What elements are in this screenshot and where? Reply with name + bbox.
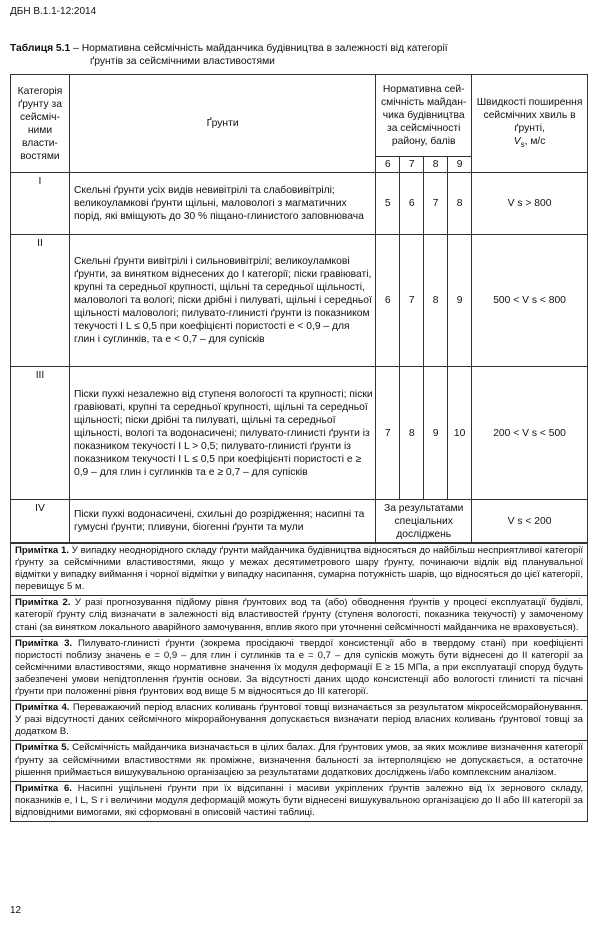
table-caption-line1: – Нормативна сейсмічність майданчика будівництва в залежності від категорії <box>70 43 448 54</box>
row-value: 6 <box>376 235 400 367</box>
note-label: Примітка 5. <box>15 742 70 754</box>
row-category: II <box>11 235 70 367</box>
header-seismicity: Нормативна сей-смічність майдан-чика будівництва за сейсмічності району, балів <box>376 75 472 157</box>
row-value: 7 <box>376 367 400 500</box>
header-speed: Швидкості поширення сейсмічних хвиль в ґрунті, $V_s$, м/с <box>472 75 588 173</box>
row-speed: 500 < V s < 800 <box>472 235 588 367</box>
vs-symbol: V <box>513 135 521 147</box>
row-category: III <box>11 367 70 500</box>
table-header-row <box>11 75 588 157</box>
note-item <box>11 596 588 636</box>
table-row <box>11 500 588 543</box>
speed-unit: м/с <box>530 135 546 147</box>
row-value: 8 <box>424 235 448 367</box>
note-text: Пилувато-глинисті ґрунти (зокрема просідаючі твердої консистенції або в твердому стані) при коефіцієнті пористості поблизу значень e = 0,9 – для глин і суглинків та e = 0,7 – для супісків можуть бути віднесені до ІІ категорії за сейсмічними властивостями, якщо нормативне значення їх модуля деформації E ≥ 15 МПа, а при експлуатації споруд будуть забезпечені умови непідтоплення ґрунтів основи. За відсутності даних щодо консистенції або вологості глинисті та пісчані ґрунти при положенні рівня ґрунтових вод вище 5 м відносяться до ІІІ категорії. <box>15 637 583 698</box>
row-value: 5 <box>376 173 400 235</box>
row-category: I <box>11 173 70 235</box>
district-7: 7 <box>400 157 424 173</box>
note-text: Насипні ущільнені ґрунти при їх відсипанні і масиви укріплених ґрунтів залежно від їх зернового складу, показників e, I L, S r і величини модуля деформацій можуть бути віднесені вишукувальною організацією до ІІ або ІІІ категорії за відповідними вимогами, які сформовані в описовій частині таблиці. <box>15 782 583 818</box>
row-value: 7 <box>424 173 448 235</box>
note-label: Примітка 4. <box>15 702 70 714</box>
row-value: 8 <box>400 367 424 500</box>
row-value: 8 <box>448 173 472 235</box>
row-soils: Піски пухкі незалежно від ступеня вологості та крупності; піски гравіюваті, крупні та середньої крупності, щільні та середньої щільності; піски дрібні та пилуваті, щільні та середньої щільності, вологі та водонасичені; пилувато-глинисті ґрунти із показником текучості I L > 0,5; пилувато-глинисті ґрунти із показником текучості I L ≤ 0,5 при коефіцієнті пористості e ≥ 0,9 – для глин і суглинків та e ≥ 0,7 – для супісків <box>69 367 375 500</box>
row-soils: Скельні ґрунти усіх видів невивітрілі та слабовивітрілі; великоуламкові ґрунти щільні, маловологі з магматичних порід, які вміщують до 30 % піщано-глинистого заповнювача <box>69 173 375 235</box>
header-soils: Ґрунти <box>69 75 375 173</box>
header-speed-text: Швидкості поширення сейсмічних хвиль в ґрунті, <box>476 96 583 134</box>
vs-subscript: s <box>520 140 525 150</box>
note-text: У випадку неоднорідного складу ґрунти майданчика будівництва відносяться до найбільш несприятливої категорії ґрунту за сейсмічними властивостями, якщо у межах десятиметрового шару ґрунту, починаючи відлік від планувальної відмітки у випадку виймання і чорної відмітки у випадку насипання, сумарна потужність шарів, що відносяться до цієї категорії, перевищує 5 м. <box>15 545 583 593</box>
row-speed: V s > 800 <box>472 173 588 235</box>
row-value: 9 <box>448 235 472 367</box>
row-speed: 200 < V s < 500 <box>472 367 588 500</box>
row-value: 10 <box>448 367 472 500</box>
row-value: 6 <box>400 173 424 235</box>
header-category: Категорія ґрунту за сейсміч-ними власти-востями <box>11 75 70 173</box>
note-item <box>11 741 588 781</box>
note-item <box>11 781 588 821</box>
table-row <box>11 173 588 235</box>
note-label: Примітка 2. <box>15 597 71 609</box>
page-number: 12 <box>10 905 22 916</box>
table-caption-line2: ґрунтів за сейсмічними властивостями <box>90 56 275 67</box>
note-item <box>11 544 588 596</box>
seismicity-table <box>10 74 588 543</box>
table-row <box>11 235 588 367</box>
row-soils: Скельні ґрунти вивітрілі і сильновивітрілі; великоуламкові ґрунти, за винятком віднесених до І категорії; піски гравіюваті, крупні та середньої крупності, щільні та середньої щільності, маловологі та вологі; піски дрібні і пилуваті, щільні і середньої щільності маловологі; пилувато-глинисті ґрунти із показником текучості I L ≤ 0,5 при коефіцієнті пористості e < 0,9 – для глин і суглинків, та e < 0,7 – для супісків <box>69 235 375 367</box>
district-8: 8 <box>424 157 448 173</box>
row-value: 9 <box>424 367 448 500</box>
note-text: У разі прогнозування підйому рівня ґрунтових вод та (або) обводнення ґрунтів у процесі експлуатації будівлі, категорії ґрунту слід визначати в залежності від властивостей ґрунту (ступеня вологості, показника текучості) у замоченому стані (за винятком локального аварійного замочування, вплив якого при уточненні сейсмічності майданчика не враховується). <box>15 597 583 633</box>
district-9: 9 <box>448 157 472 173</box>
note-item <box>11 701 588 741</box>
table-caption-label: Таблиця 5.1 <box>10 43 71 54</box>
row-soils: Піски пухкі водонасичені, схильні до розрідження; насипні та гумусні ґрунти; пливуни, біогенні ґрунти та мули <box>69 500 375 543</box>
note-text: Сейсмічність майданчика визначається в цілих балах. Для ґрунтових умов, за яких можливе визначення категорії ґрунту за сейсмічними властивостями як проміжне, визначення бальності за інтерполяцією не допускається, а остаточне рішення приймається вишукувальною організацією за результатами додаткових досліджень і/або комплексним аналізом. <box>15 742 584 778</box>
note-label: Примітка 3. <box>15 637 73 649</box>
row-value: 7 <box>400 235 424 367</box>
row-speed: V s < 200 <box>472 500 588 543</box>
note-label: Примітка 6. <box>15 782 72 794</box>
table-row <box>11 367 588 500</box>
table-caption <box>10 42 585 68</box>
row-category: IV <box>11 500 70 543</box>
note-item <box>11 636 588 700</box>
district-6: 6 <box>376 157 400 173</box>
notes-table <box>10 543 588 822</box>
note-label: Примітка 1. <box>15 545 70 556</box>
note-text: Переважаючий період власних коливань ґрунтової товщі визначається за результатом мікросейсморайонування. У разі відсутності даних сейсмічного мікрорайонування допускається визначати період власних коливань ґрунтової товщі за додатком В. <box>15 702 584 738</box>
document-code: ДБН В.1.1-12:2014 <box>10 6 97 17</box>
row-merged-value: За результатами спеціальних досліджень <box>376 500 472 543</box>
